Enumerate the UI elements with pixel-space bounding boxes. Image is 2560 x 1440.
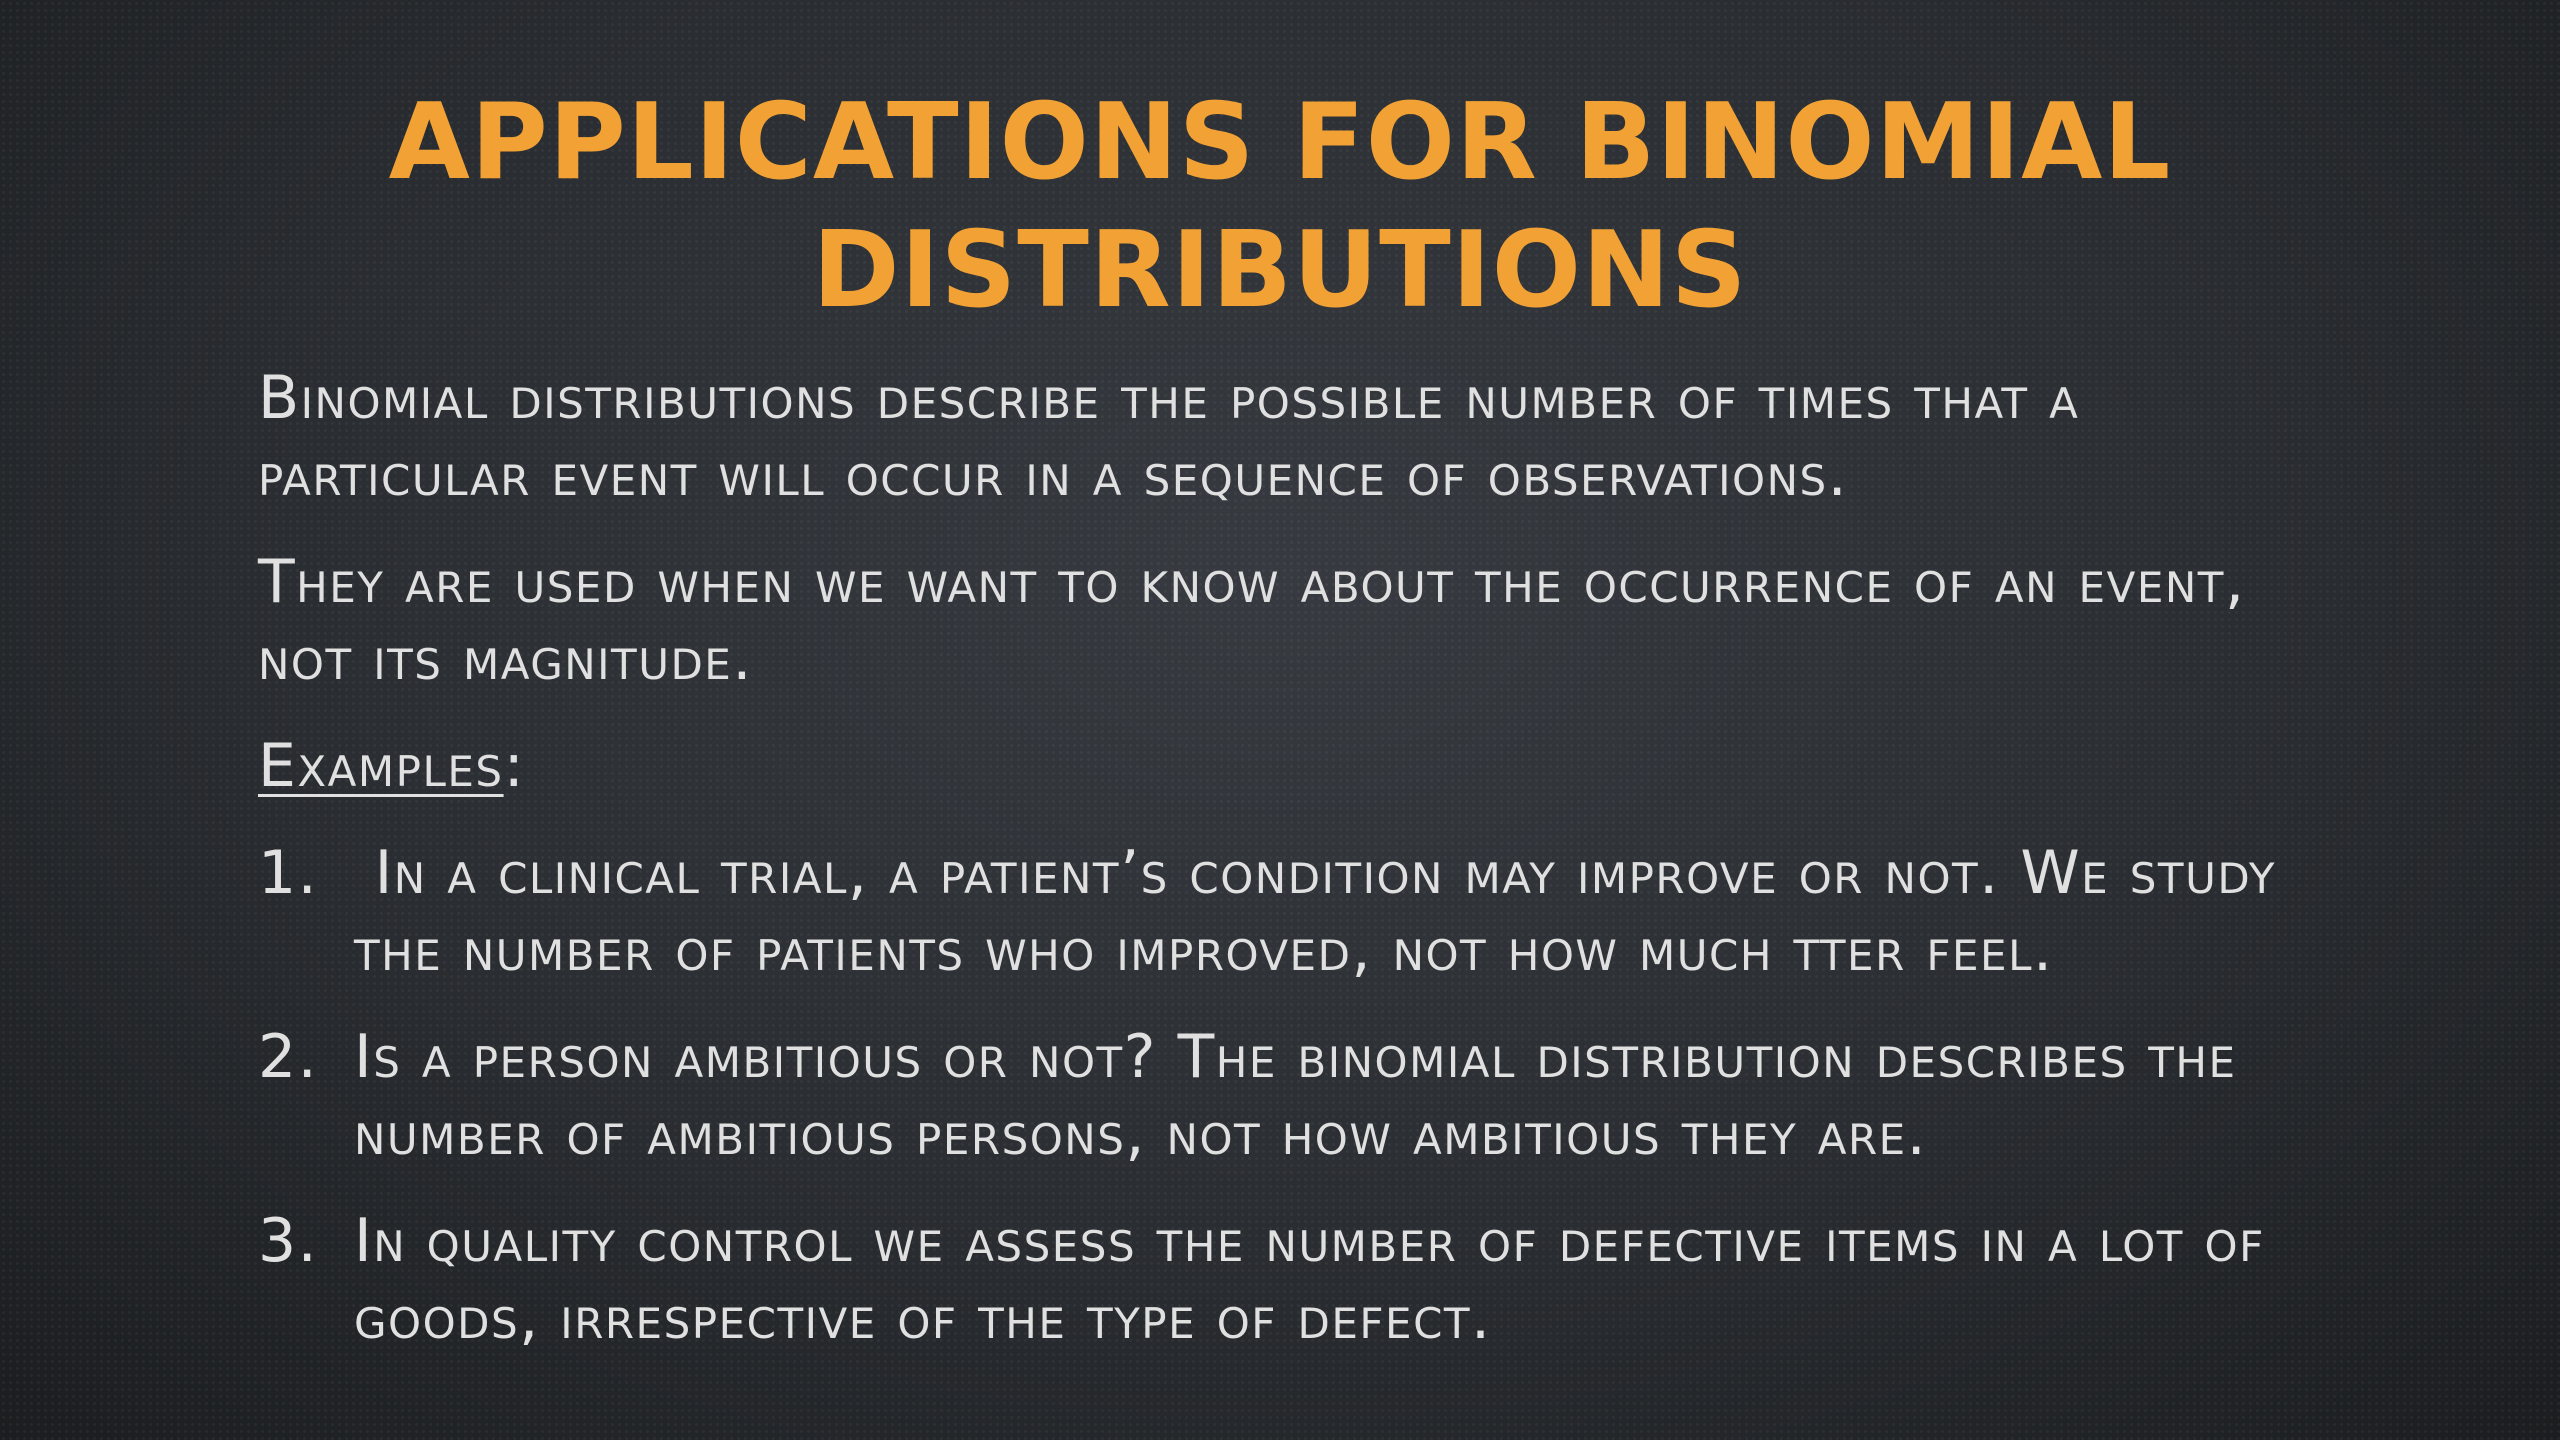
slide-title-line-2: DISTRIBUTIONS <box>812 209 1748 331</box>
list-item <box>258 1019 2338 1173</box>
paragraph-usage: They are used when we want to know about the occurrence of an event, not its magnitude. <box>258 547 2246 694</box>
examples-colon: : <box>503 731 526 801</box>
slide-title <box>0 78 2560 334</box>
examples-heading <box>258 728 2338 805</box>
list-item-number: 1. <box>258 838 319 908</box>
list-item-number: 2. <box>258 1022 319 1092</box>
examples-label: Examples <box>258 731 504 801</box>
paragraph-definition: Binomial distributions describe the possible number of times that a particular event will occur in a sequence of observations. <box>258 363 2080 510</box>
slide-body <box>258 360 2338 1387</box>
examples-list <box>258 835 2338 1357</box>
list-item-text: In a clinical trial, a patient’s condition may improve or not. We study the number of patients who improved, not how much tter feel. <box>354 838 2297 985</box>
list-item <box>258 1203 2338 1357</box>
list-item-text: In quality control we assess the number of defective items in a lot of goods, irrespective of the type of defect. <box>354 1206 2265 1353</box>
slide-title-line-1: APPLICATIONS FOR BINOMIAL <box>388 81 2172 203</box>
list-item <box>258 835 2338 989</box>
list-item-number: 3. <box>258 1206 319 1276</box>
list-item-text: Is a person ambitious or not? The binomial distribution describes the number of ambitious persons, not how ambitious they are. <box>354 1022 2237 1169</box>
